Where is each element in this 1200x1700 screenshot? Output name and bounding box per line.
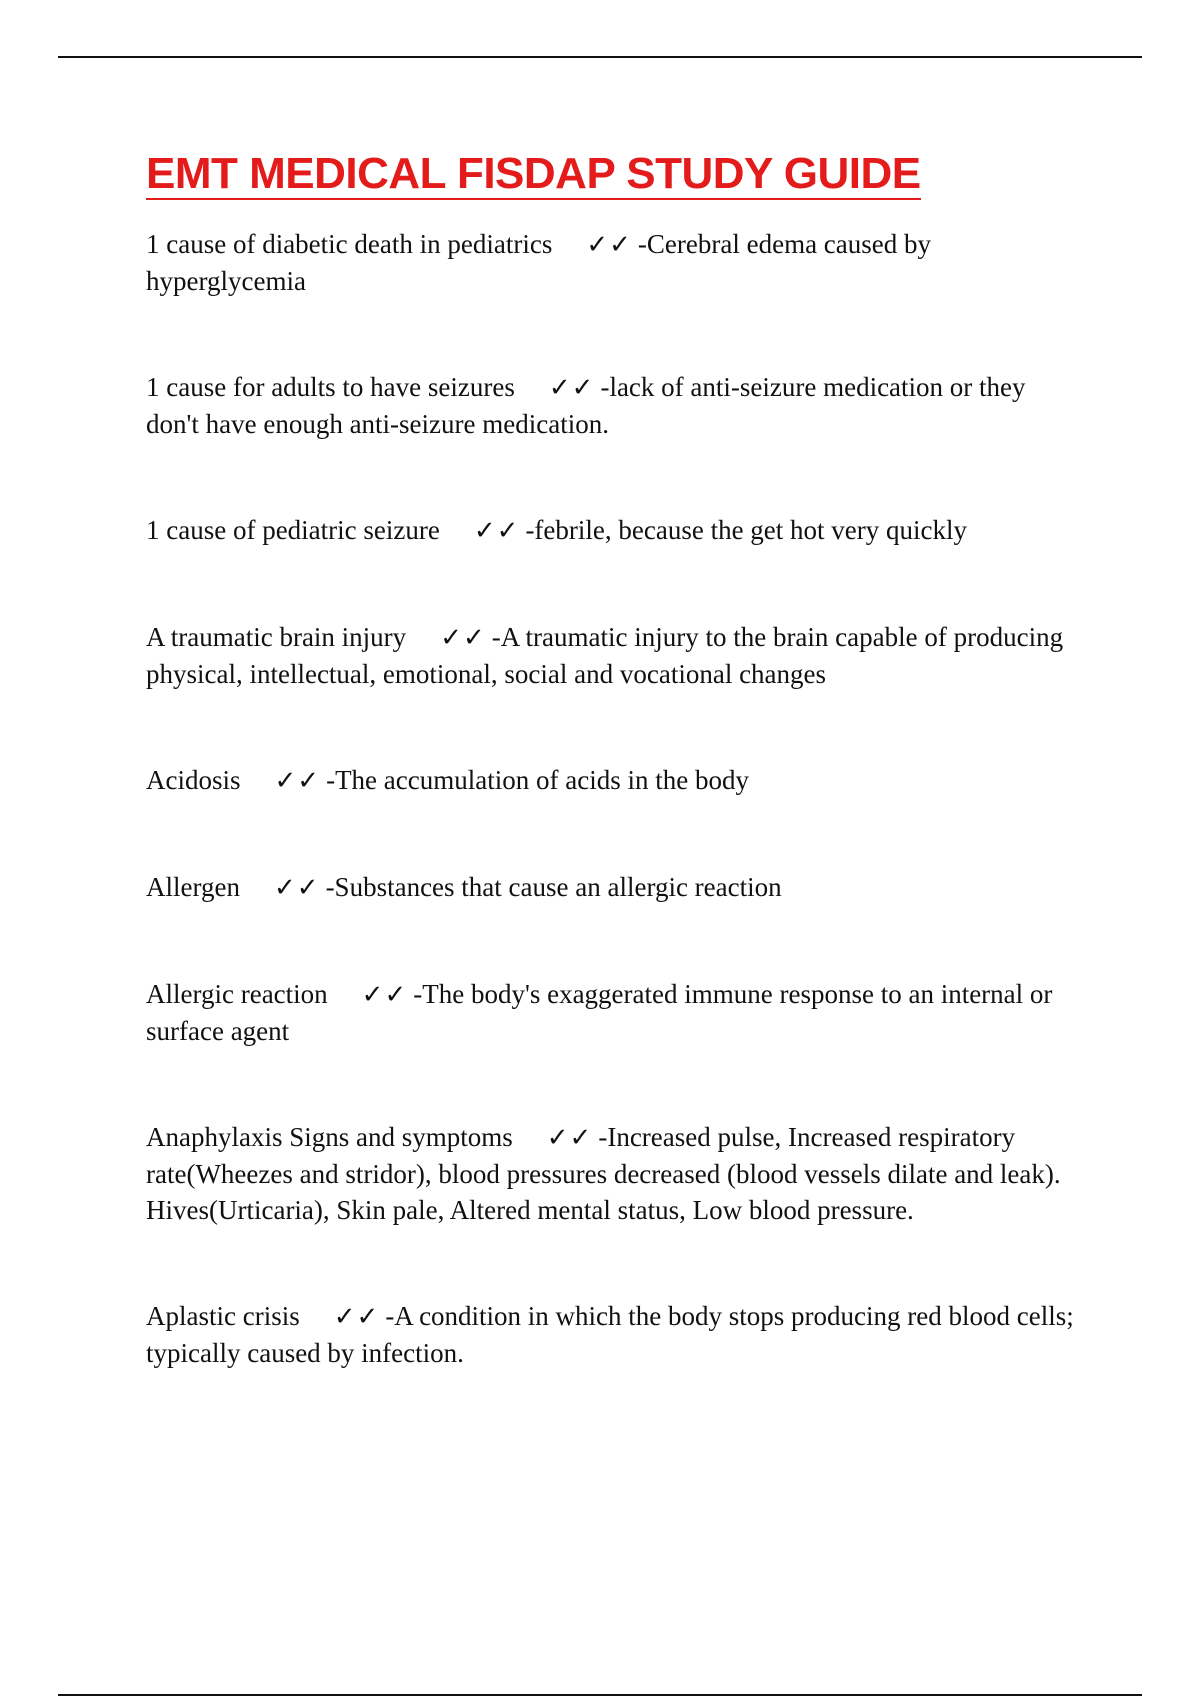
entry-5 <box>146 762 1076 799</box>
document-title: EMT MEDICAL FISDAP STUDY GUIDE <box>146 150 921 200</box>
entry-definition: -The accumulation of acids in the body <box>326 765 749 796</box>
entry-9 <box>146 1298 1076 1371</box>
entry-3 <box>146 512 1076 549</box>
entry-definition: -lack of anti-seizure medication or they don't have enough anti-seizure medication. <box>146 372 1026 440</box>
entry-8 <box>146 1119 1076 1228</box>
entry-term: Aplastic crisis <box>146 1301 300 1332</box>
double-check-icon: ✓✓ <box>361 980 408 1011</box>
entry-term: Allergen <box>146 872 240 903</box>
entry-term: Allergic reaction <box>146 979 328 1010</box>
entry-4 <box>146 619 1076 692</box>
entry-definition: -A traumatic injury to the brain capable of producing physical, intellectual, emotional, social and vocational changes <box>146 622 1064 690</box>
double-check-icon: ✓✓ <box>273 873 320 904</box>
top-rule <box>58 56 1142 58</box>
entry-2 <box>146 369 1076 442</box>
entry-term: A traumatic brain injury <box>146 622 407 653</box>
double-check-icon: ✓✓ <box>274 766 321 797</box>
entry-definition: -Substances that cause an allergic reaction <box>325 872 782 903</box>
entry-definition: -Increased pulse, Increased respiratory rate(Wheezes and stridor), blood pressures decreased (blood vessels dilate and leak). Hives(Urticaria), Skin pale, Altered mental status, Low blood pressure. <box>146 1122 1061 1226</box>
double-check-icon: ✓✓ <box>333 1302 380 1333</box>
entry-term: 1 cause of pediatric seizure <box>146 515 440 546</box>
entry-term: 1 cause of diabetic death in pediatrics <box>146 229 553 260</box>
double-check-icon: ✓✓ <box>440 623 486 654</box>
double-check-icon: ✓✓ <box>546 1123 593 1154</box>
entry-term: 1 cause for adults to have seizures <box>146 372 515 403</box>
double-check-icon: ✓✓ <box>586 230 632 261</box>
entry-term: Anaphylaxis Signs and symptoms <box>146 1122 513 1153</box>
entry-definition: -A condition in which the body stops producing red blood cells; typically caused by infection. <box>146 1301 1074 1369</box>
entry-definition: -febrile, because the get hot very quickly <box>525 515 968 546</box>
bottom-rule <box>58 1694 1142 1696</box>
double-check-icon: ✓✓ <box>548 373 595 404</box>
double-check-icon: ✓✓ <box>473 516 520 547</box>
entry-6 <box>146 869 1076 906</box>
entry-definition: -The body's exaggerated immune response to an internal or surface agent <box>146 979 1053 1047</box>
entry-1 <box>146 226 1076 299</box>
document-body <box>146 150 1076 1371</box>
entry-term: Acidosis <box>146 765 241 796</box>
entry-definition: -Cerebral edema caused by hyperglycemia <box>146 229 932 297</box>
entry-7 <box>146 976 1076 1049</box>
